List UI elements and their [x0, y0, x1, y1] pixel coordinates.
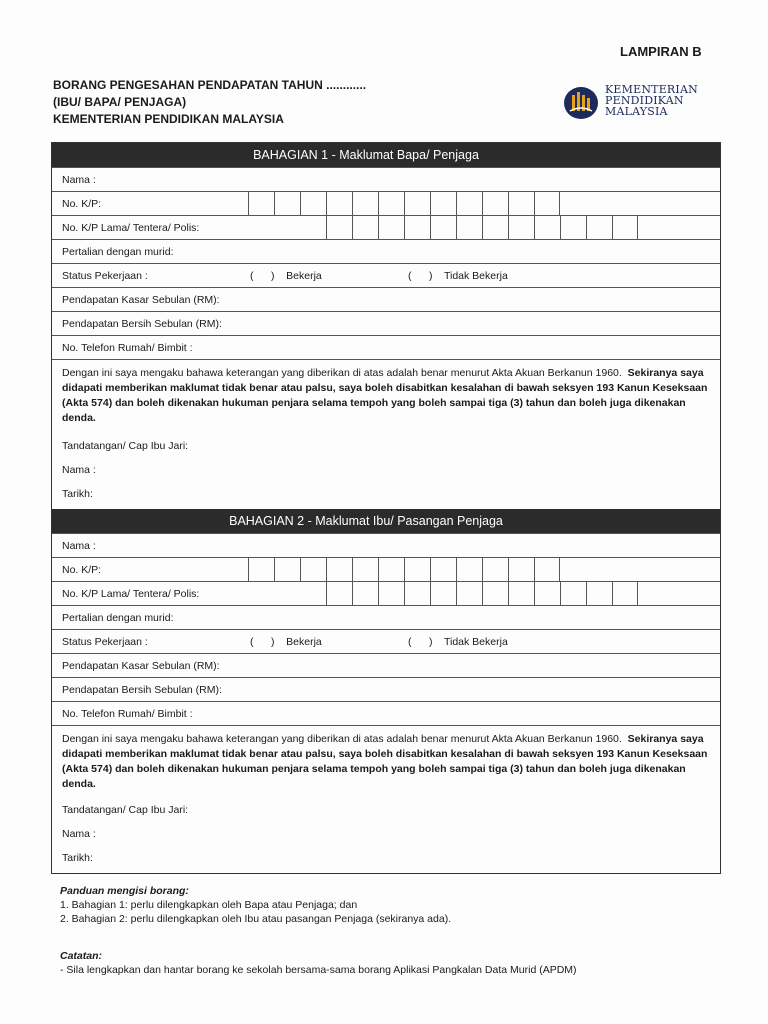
s1-pertalian-row[interactable] — [52, 239, 720, 263]
s1-tidak-bekerja-checkbox[interactable]: ( ) Tidak Bekerja — [408, 270, 508, 282]
s2-kp-row — [52, 557, 720, 581]
s2-telefon-row[interactable] — [52, 701, 720, 725]
form-title — [53, 77, 366, 128]
s2-pertalian-row[interactable] — [52, 605, 720, 629]
s1-declaration-text: Dengan ini saya mengaku bahawa keterangan yang diberikan di atas adalah benar menurut Akta Akuan Berkanun 1960. Sekiranya saya didapati memberikan maklumat tidak benar atau palsu, saya boleh disabitkan kesalahan di bawah seksyen 193 Kanun Keseksaan (Akta 574) dan boleh dikenakan hukuman penjara selama tempoh yang boleh sampai tiga (3) tahun dan boleh juga dikenakan denda. — [62, 367, 708, 424]
s1-kp-lama-label: No. K/P Lama/ Tentera/ Polis: — [62, 222, 200, 234]
s2-nama-row[interactable] — [52, 533, 720, 557]
guide-item-1: 1. Bahagian 1: perlu dilengkapkan oleh Bapa atau Penjaga; dan — [60, 899, 358, 911]
s1-kp-row — [52, 191, 720, 215]
s1-tandatangan-label[interactable]: Tandatangan/ Cap Ibu Jari: — [62, 440, 189, 452]
s1-sig-nama-label[interactable]: Nama : — [62, 464, 96, 476]
form-frame — [51, 142, 721, 874]
s1-pertalian-label: Pertalian dengan murid: — [62, 246, 174, 258]
s1-kasar-label: Pendapatan Kasar Sebulan (RM): — [62, 294, 220, 306]
s1-bersih-row[interactable] — [52, 311, 720, 335]
logo-line-1: KEMENTERIAN — [605, 83, 698, 96]
s2-kp-lama-boxes[interactable] — [326, 582, 638, 605]
s1-telefon-label: No. Telefon Rumah/ Bimbit : — [62, 342, 193, 354]
s1-telefon-row[interactable] — [52, 335, 720, 359]
logo-line-3: MALAYSIA — [605, 105, 668, 118]
section-2-header: BAHAGIAN 2 - Maklumat Ibu/ Pasangan Penjaga — [52, 509, 720, 533]
s1-declaration — [52, 359, 720, 509]
s2-tandatangan-label[interactable]: Tandatangan/ Cap Ibu Jari: — [62, 804, 189, 816]
notes-item-1: - Sila lengkapkan dan hantar borang ke sekolah bersama-sama borang Aplikasi Pangkalan Data Murid (APDM) — [60, 964, 577, 976]
lampiran-label: LAMPIRAN B — [620, 44, 702, 59]
s2-declaration-text: Dengan ini saya mengaku bahawa keterangan yang diberikan di atas adalah benar menurut Akta Akuan Berkanun 1960. Sekiranya saya didapati memberikan maklumat tidak benar atau palsu, saya boleh disabitkan kesalahan di bawah seksyen 193 Kanun Keseksaan (Akta 574) dan boleh dikenakan hukuman penjara selama tempoh yang boleh sampai tiga (3) tahun dan boleh juga dikenakan denda. — [62, 733, 708, 790]
s1-status-row — [52, 263, 720, 287]
guide-item-2: 2. Bahagian 2: perlu dilengkapkan oleh Ibu atau pasangan Penjaga (sekiranya ada). — [60, 913, 452, 925]
s2-sig-nama-label[interactable]: Nama : — [62, 828, 96, 840]
s2-kasar-row[interactable] — [52, 653, 720, 677]
s2-kp-label: No. K/P: — [62, 564, 102, 576]
s1-status-label: Status Pekerjaan : — [62, 270, 148, 282]
s1-nama-row[interactable] — [52, 167, 720, 191]
title-line-1: BORANG PENGESAHAN PENDAPATAN TAHUN ............ — [53, 78, 367, 92]
title-line-2: (IBU/ BAPA/ PENJAGA) — [53, 95, 187, 109]
s1-kp-lama-row — [52, 215, 720, 239]
s1-kasar-row[interactable] — [52, 287, 720, 311]
guide-section — [60, 884, 451, 926]
s2-nama-label: Nama : — [62, 540, 96, 552]
s2-bersih-row[interactable] — [52, 677, 720, 701]
s2-kp-lama-label: No. K/P Lama/ Tentera/ Polis: — [62, 588, 200, 600]
s1-kp-lama-boxes[interactable] — [326, 216, 638, 239]
s2-bersih-label: Pendapatan Bersih Sebulan (RM): — [62, 684, 222, 696]
s2-telefon-label: No. Telefon Rumah/ Bimbit : — [62, 708, 193, 720]
s2-bekerja-checkbox[interactable]: ( ) Bekerja — [250, 636, 322, 648]
s2-declaration — [52, 725, 720, 873]
s1-kp-label: No. K/P: — [62, 198, 102, 210]
s2-kp-boxes[interactable] — [248, 558, 560, 581]
s1-kp-boxes[interactable] — [248, 192, 560, 215]
s2-tidak-bekerja-checkbox[interactable]: ( ) Tidak Bekerja — [408, 636, 508, 648]
title-line-3: KEMENTERIAN PENDIDIKAN MALAYSIA — [53, 112, 284, 126]
ministry-logo-text — [605, 84, 698, 117]
notes-section — [60, 949, 577, 977]
s2-kasar-label: Pendapatan Kasar Sebulan (RM): — [62, 660, 220, 672]
s2-status-row — [52, 629, 720, 653]
ministry-emblem-icon — [563, 86, 599, 120]
guide-heading: Panduan mengisi borang: — [60, 885, 189, 897]
s2-pertalian-label: Pertalian dengan murid: — [62, 612, 174, 624]
s1-nama-label: Nama : — [62, 174, 96, 186]
s2-tarikh-label[interactable]: Tarikh: — [62, 852, 93, 864]
section-1-header: BAHAGIAN 1 - Maklumat Bapa/ Penjaga — [52, 143, 720, 167]
s1-bersih-label: Pendapatan Bersih Sebulan (RM): — [62, 318, 222, 330]
s2-kp-lama-row — [52, 581, 720, 605]
s2-status-label: Status Pekerjaan : — [62, 636, 148, 648]
notes-heading: Catatan: — [60, 950, 103, 962]
ministry-logo — [563, 84, 713, 120]
s1-tarikh-label[interactable]: Tarikh: — [62, 488, 93, 500]
logo-line-2: PENDIDIKAN — [605, 94, 684, 107]
s1-bekerja-checkbox[interactable]: ( ) Bekerja — [250, 270, 322, 282]
